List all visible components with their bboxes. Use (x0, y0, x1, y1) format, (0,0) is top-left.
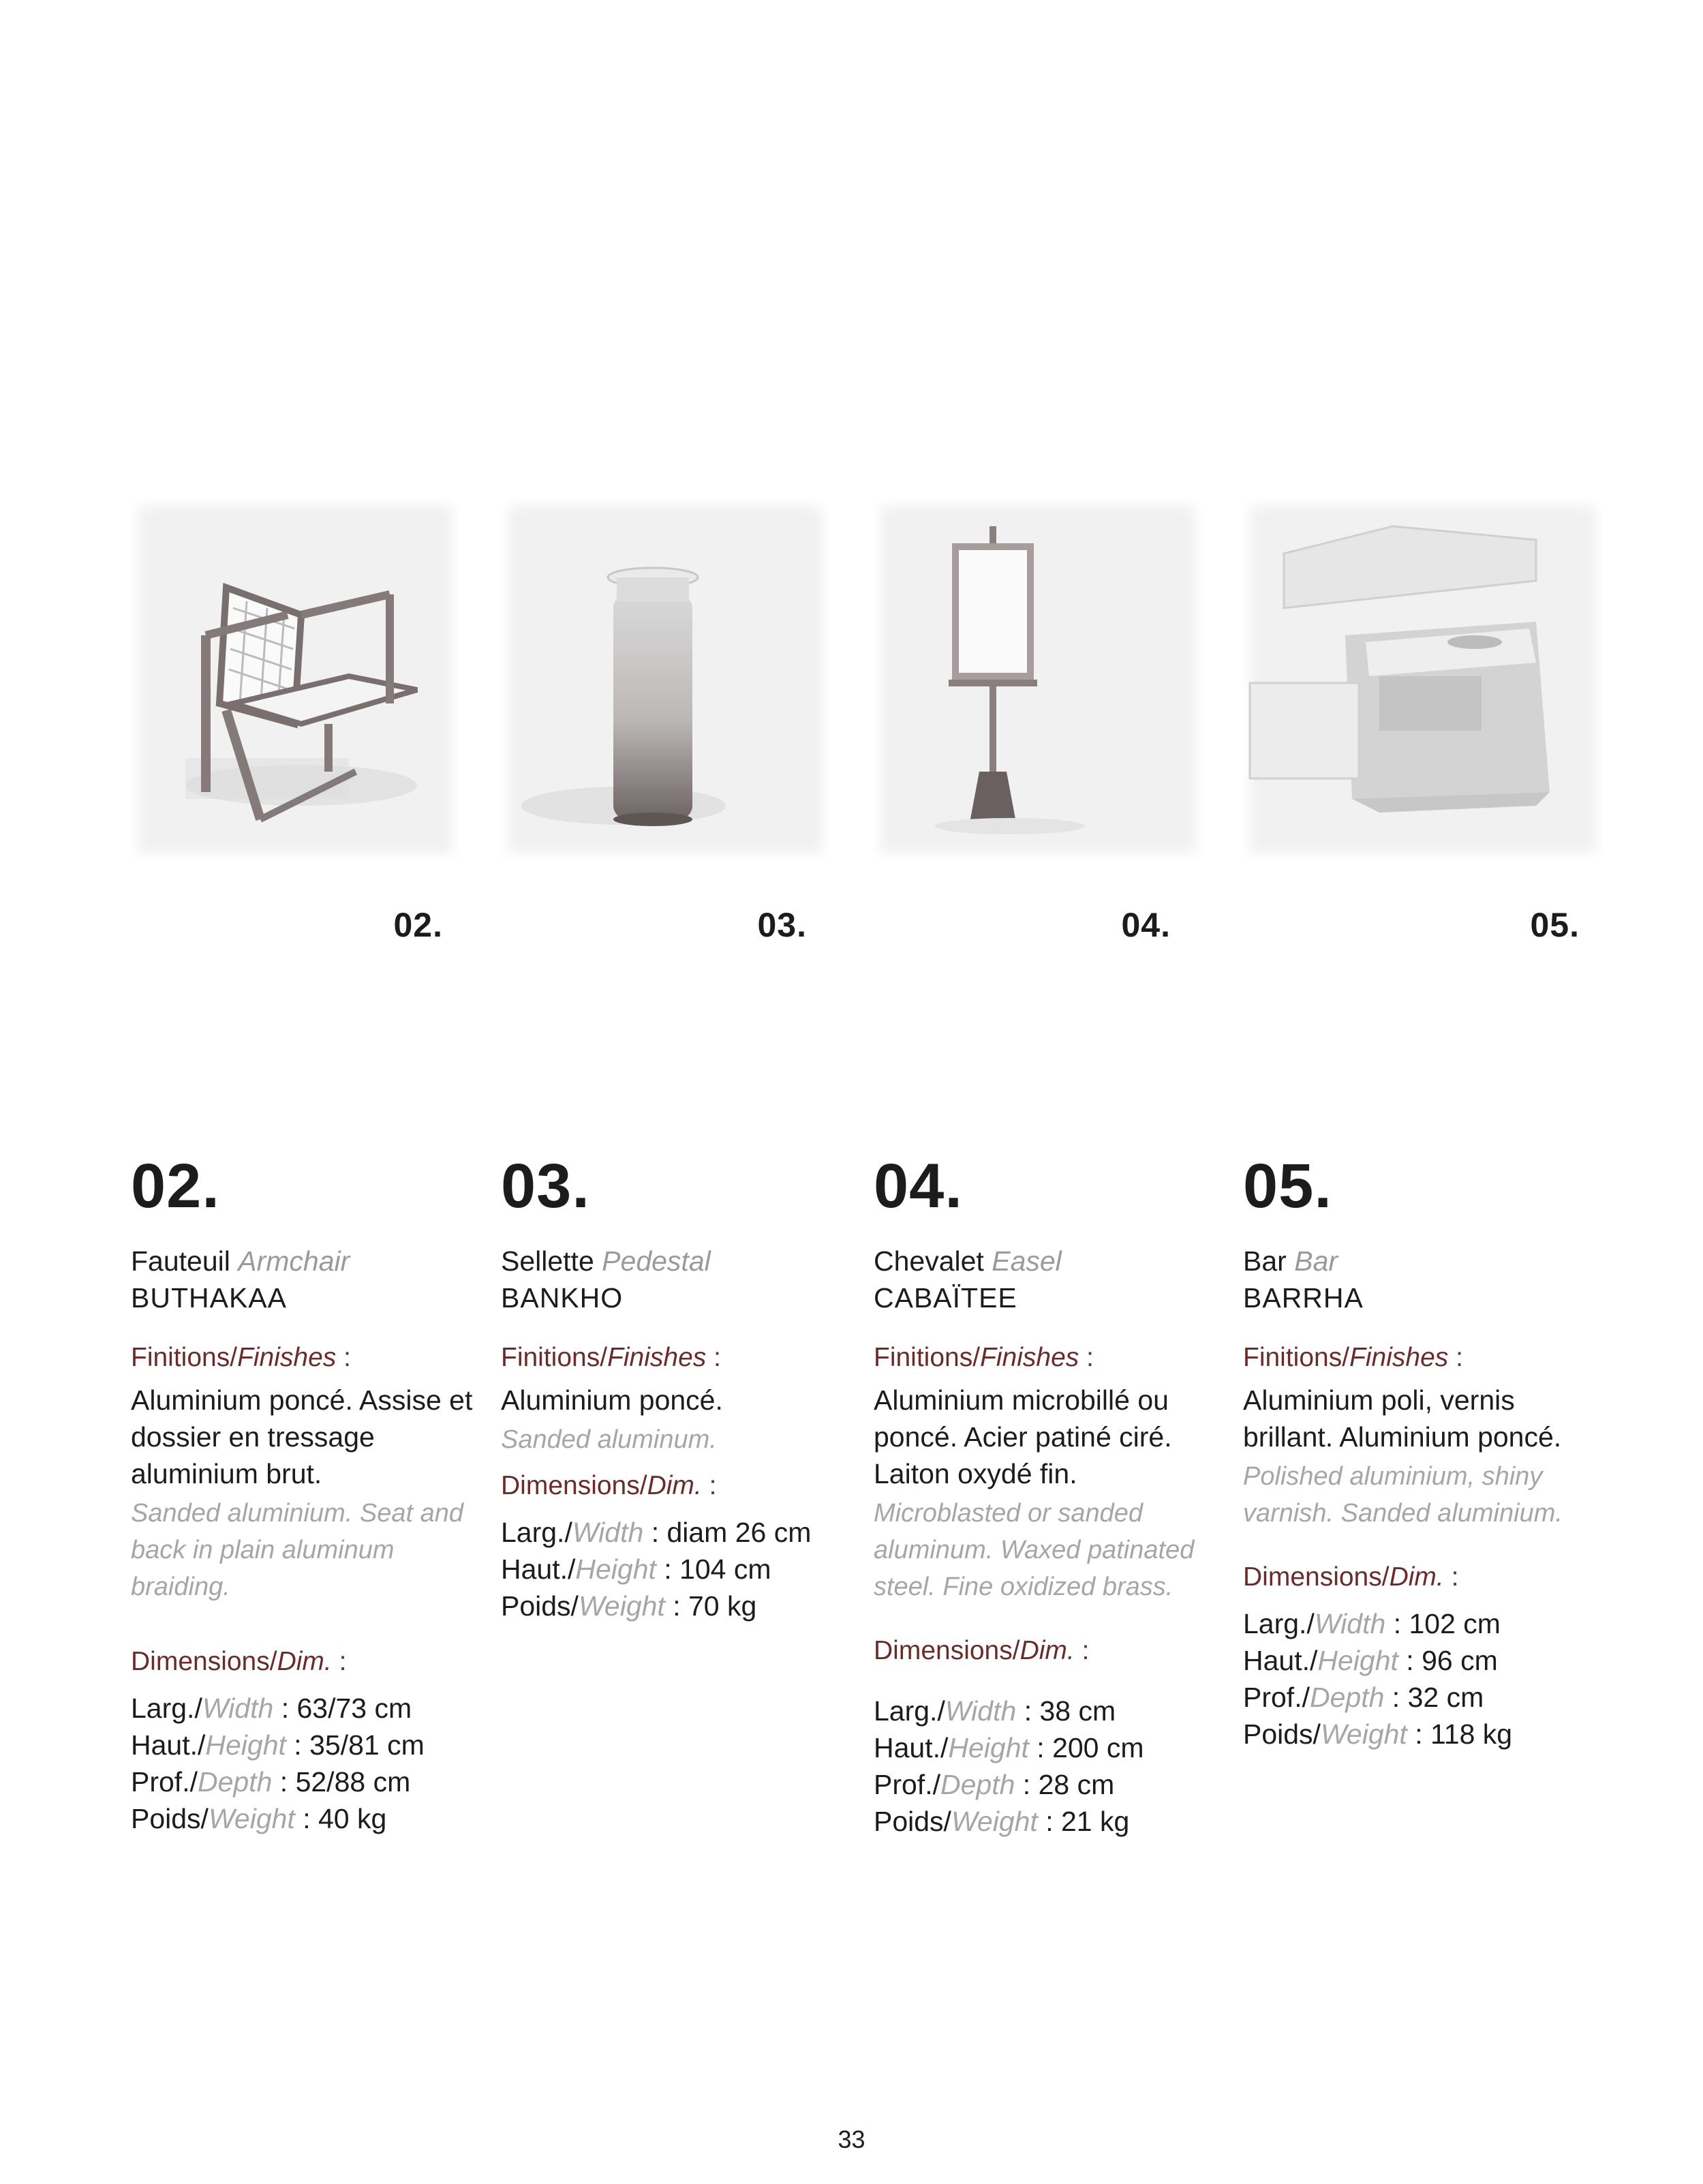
dim-value: : 63/73 cm (273, 1693, 412, 1724)
dim-label-en: Depth (197, 1766, 273, 1798)
finishes-label-fr: Finitions/ (1243, 1343, 1350, 1372)
dim-label-fr: Poids/ (501, 1590, 579, 1622)
product-type (874, 1243, 1228, 1279)
pedestal-image (501, 499, 829, 860)
dimensions-label-fr: Dimensions/ (131, 1647, 277, 1676)
dimension-row (874, 1729, 1228, 1766)
dim-value: : 102 cm (1385, 1608, 1501, 1639)
dim-value: : 28 cm (1015, 1769, 1115, 1800)
dim-label-en: Weight (951, 1806, 1038, 1837)
product-type-en: Armchair (238, 1245, 350, 1277)
finishes-label (501, 1339, 855, 1376)
dimensions-label (501, 1468, 855, 1504)
finishes-label (131, 1339, 485, 1376)
product-type (501, 1243, 855, 1279)
finishes-label-fr: Finitions/ (874, 1343, 981, 1372)
dim-label-en: Height (1317, 1645, 1398, 1676)
dim-value: : 35/81 cm (286, 1729, 425, 1761)
label-colon: : (701, 1471, 717, 1500)
finishes-en: Polished aluminium, shiny varnish. Sanded aluminium. (1243, 1462, 1563, 1528)
product-name: BUTHAKAA (131, 1282, 287, 1314)
product-column (874, 1152, 1228, 1840)
dim-label-fr: Poids/ (1243, 1718, 1321, 1750)
tile-number: 03. (757, 906, 807, 944)
dim-label-en: Weight (1320, 1718, 1407, 1750)
tile-number: 04. (1121, 906, 1171, 944)
finishes-fr: Aluminium poncé. (501, 1384, 723, 1416)
dimension-row (1243, 1716, 1597, 1753)
label-colon: : (336, 1343, 351, 1372)
dimensions-list (501, 1514, 855, 1624)
product-type (131, 1243, 485, 1279)
dimension-row (874, 1693, 1228, 1729)
dim-label-fr: Larg./ (874, 1695, 945, 1727)
dim-value: : 32 cm (1384, 1682, 1484, 1713)
dim-label-en: Width (202, 1693, 274, 1724)
dim-label-fr: Larg./ (131, 1693, 202, 1724)
dim-label-en: Height (205, 1729, 286, 1761)
dimension-row (1243, 1679, 1597, 1716)
dim-label-fr: Haut./ (131, 1729, 206, 1761)
dim-value: : 52/88 cm (272, 1766, 411, 1798)
armchair-image (131, 499, 459, 860)
product-type-en: Bar (1294, 1245, 1338, 1277)
tile-number: 05. (1530, 906, 1580, 944)
product-type-fr: Sellette (501, 1245, 594, 1277)
label-colon: : (1443, 1562, 1459, 1592)
dimension-row (1243, 1605, 1597, 1642)
dimensions-label (874, 1633, 1228, 1669)
dim-label-fr: Prof./ (1243, 1682, 1310, 1713)
finishes-label-en: Finishes (237, 1343, 337, 1372)
dimensions-label-en: Dim. (1389, 1562, 1444, 1592)
pedestal-sketch-icon (501, 499, 829, 860)
finishes-label (1243, 1339, 1597, 1376)
dimension-row (1243, 1642, 1597, 1679)
dim-label-fr: Larg./ (1243, 1608, 1315, 1639)
dim-label-fr: Prof./ (131, 1766, 198, 1798)
dim-value: : 21 kg (1037, 1806, 1130, 1837)
dimensions-label-en: Dim. (647, 1471, 702, 1500)
product-type-fr: Chevalet (874, 1245, 984, 1277)
dim-label-fr: Haut./ (874, 1732, 949, 1763)
finishes-fr: Aluminium poncé. Assise et dossier en tressage aluminium brut. (131, 1384, 473, 1489)
dim-label-fr: Poids/ (874, 1806, 951, 1837)
dimension-row (501, 1588, 855, 1624)
bar-sketch-icon (1243, 499, 1603, 860)
product-name: BANKHO (501, 1282, 624, 1314)
product-type-fr: Fauteuil (131, 1245, 230, 1277)
dimension-row (131, 1690, 485, 1727)
dimensions-label-fr: Dimensions/ (874, 1636, 1020, 1665)
dim-label-en: Height (575, 1553, 656, 1585)
easel-image (874, 499, 1202, 860)
dimension-row (874, 1803, 1228, 1840)
dim-label-fr: Larg./ (501, 1517, 572, 1548)
dimensions-list (131, 1690, 485, 1837)
dimensions-list (874, 1693, 1228, 1840)
product-number: 02. (131, 1151, 220, 1221)
finishes-en: Sanded aluminium. Seat and back in plain aluminum braiding. (131, 1499, 463, 1601)
dimension-row (501, 1514, 855, 1551)
product-number: 03. (501, 1151, 590, 1221)
dim-label-en: Weight (208, 1803, 295, 1834)
dim-label-en: Width (572, 1517, 644, 1548)
dimension-row (131, 1727, 485, 1763)
finishes-label-fr: Finitions/ (131, 1343, 238, 1372)
product-type (1243, 1243, 1597, 1279)
dim-label-fr: Poids/ (131, 1803, 209, 1834)
dimensions-label (131, 1643, 485, 1680)
label-colon: : (1448, 1343, 1463, 1372)
dimensions-label-en: Dim. (1019, 1636, 1075, 1665)
dim-label-en: Weight (578, 1590, 665, 1622)
dimension-row (874, 1766, 1228, 1803)
page-number: 33 (838, 2125, 865, 2153)
finishes-fr: Aluminium poli, vernis brillant. Aluminium poncé. (1243, 1384, 1562, 1453)
label-colon: : (706, 1343, 721, 1372)
finishes-en: Microblasted or sanded aluminum. Waxed patinated steel. Fine oxidized brass. (874, 1499, 1195, 1601)
label-colon: : (331, 1647, 347, 1676)
product-name: BARRHA (1243, 1282, 1364, 1314)
finishes-en: Sanded aluminum. (501, 1425, 717, 1454)
dim-value: : 118 kg (1407, 1718, 1513, 1750)
tile-number: 02. (393, 906, 443, 944)
product-column (131, 1152, 485, 1837)
dim-label-fr: Haut./ (501, 1553, 576, 1585)
dim-label-en: Depth (940, 1769, 1015, 1800)
easel-sketch-icon (874, 499, 1202, 860)
label-colon: : (1079, 1343, 1094, 1372)
dim-label-fr: Prof./ (874, 1769, 940, 1800)
dimensions-label (1243, 1559, 1597, 1596)
finishes-label-en: Finishes (980, 1343, 1079, 1372)
dim-value: : 38 cm (1016, 1695, 1116, 1727)
dimensions-label-fr: Dimensions/ (501, 1471, 647, 1500)
product-type-fr: Bar (1243, 1245, 1287, 1277)
product-number: 04. (874, 1151, 963, 1221)
bar-image (1243, 499, 1603, 860)
dimension-row (131, 1763, 485, 1800)
dim-value: : diam 26 cm (643, 1517, 812, 1548)
dim-value: : 104 cm (656, 1553, 771, 1585)
product-name: CABAÏTEE (874, 1282, 1017, 1314)
dim-label-en: Height (948, 1732, 1029, 1763)
product-column (1243, 1152, 1597, 1753)
product-column (501, 1152, 855, 1624)
dim-label-en: Width (945, 1695, 1017, 1727)
product-number: 05. (1243, 1151, 1332, 1221)
product-type-en: Pedestal (602, 1245, 711, 1277)
finishes-label (874, 1339, 1228, 1376)
dim-value: : 40 kg (294, 1803, 387, 1834)
dim-value: : 70 kg (664, 1590, 757, 1622)
dim-label-en: Width (1314, 1608, 1386, 1639)
dimensions-list (1243, 1605, 1597, 1753)
finishes-fr: Aluminium microbillé ou poncé. Acier patiné ciré. Laiton oxydé fin. (874, 1384, 1172, 1489)
finishes-label-en: Finishes (1349, 1343, 1449, 1372)
dim-value: : 200 cm (1028, 1732, 1144, 1763)
dimensions-label-en: Dim. (277, 1647, 332, 1676)
finishes-label-fr: Finitions/ (501, 1343, 608, 1372)
dimension-row (501, 1551, 855, 1588)
dim-label-fr: Haut./ (1243, 1645, 1318, 1676)
finishes-label-en: Finishes (607, 1343, 707, 1372)
dim-label-en: Depth (1309, 1682, 1385, 1713)
armchair-sketch-icon (131, 499, 459, 860)
product-type-en: Easel (992, 1245, 1062, 1277)
label-colon: : (1074, 1636, 1090, 1665)
dimensions-label-fr: Dimensions/ (1243, 1562, 1390, 1592)
dimension-row (131, 1800, 485, 1837)
dim-value: : 96 cm (1398, 1645, 1498, 1676)
